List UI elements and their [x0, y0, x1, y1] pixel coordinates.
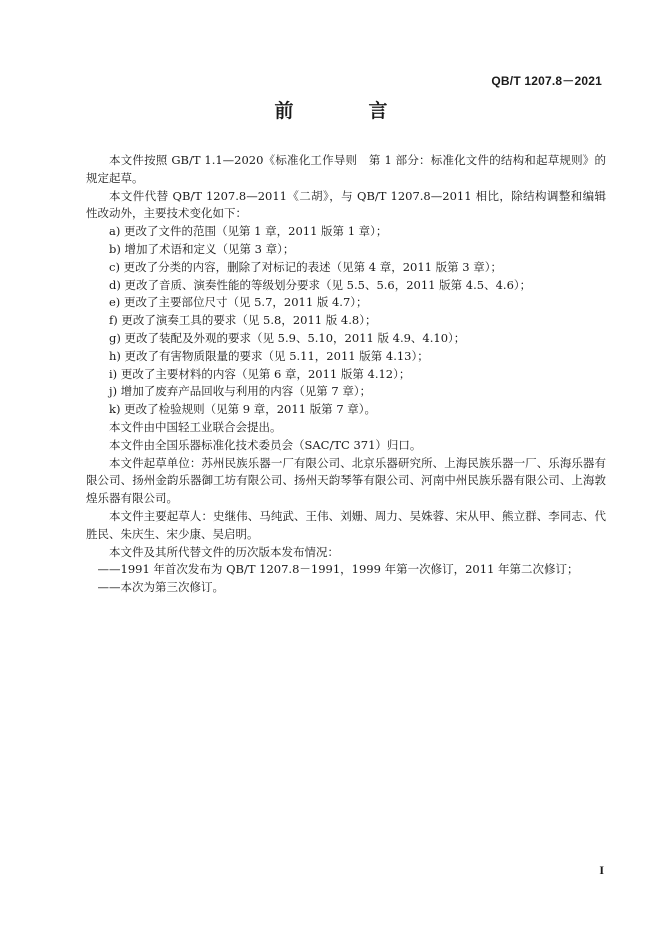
page-title: 前 言: [274, 100, 416, 122]
paragraph-drafting-rules: 本文件按照 GB/T 1.1—2020《标准化工作导则 第 1 部分：标准化文件的结构和起草规则》的规定起草。: [86, 153, 606, 185]
standard-code: QB/T 1207.8－2021: [491, 74, 602, 88]
change-item-g: g) 更改了装配及外观的要求（见 5.9、5.10，2011 版 4.9、4.10）；: [109, 330, 466, 345]
change-item-i: i) 更改了主要材料的内容（见第 6 章，2011 版第 4.12）；: [109, 366, 411, 381]
change-item-f: f) 更改了演奏工具的要求（见 5.8，2011 版 4.8）；: [109, 313, 377, 328]
history-item-1: ——1991 年首次发布为 QB/T 1207.8－1991，1999 年第一次修订，2011 年第二次修订；: [97, 562, 579, 577]
paragraph-drafting-units: 本文件起草单位：苏州民族乐器一厂有限公司、北京乐器研究所、上海民族乐器一厂、乐海乐器有限公司、扬州金韵乐器御工坊有限公司、扬州天韵琴筝有限公司、河南中州民族乐器有限公司、上海敦煌乐器有限公司。: [86, 455, 606, 506]
change-item-j: j) 增加了废弃产品回收与利用的内容（见第 7 章）；: [109, 384, 372, 399]
change-item-e: e) 更改了主要部位尺寸（见 5.7，2011 版 4.7）；: [109, 295, 368, 310]
change-item-h: h) 更改了有害物质限量的要求（见 5.11，2011 版第 4.13）；: [109, 348, 429, 363]
history-item-2: ——本次为第三次修订。: [97, 580, 224, 595]
page-number: I: [599, 863, 604, 877]
change-item-d: d) 更改了音质、演奏性能的等级划分要求（见 5.5、5.6，2011 版第 4.5、4.6）；: [109, 277, 532, 292]
paragraph-drafters: 本文件主要起草人：史继伟、马纯武、王伟、刘姗、周力、吴姝蓉、宋从甲、熊立群、李同志、代胜民、朱庆生、宋少康、吴启明。: [86, 508, 606, 541]
paragraph-proposed-by: 本文件由中国轻工业联合会提出。: [109, 419, 282, 434]
change-item-k: k) 更改了检验规则（见第 9 章，2011 版第 7 章）。: [109, 402, 377, 417]
paragraph-replaces: 本文件代替 QB/T 1207.8—2011《二胡》，与 QB/T 1207.8—2011 相比，除结构调整和编辑性改动外，主要技术变化如下：: [86, 188, 606, 221]
paragraph-history-intro: 本文件及其所代替文件的历次版本发布情况：: [109, 544, 339, 559]
change-list: [86, 223, 606, 419]
change-item-a: a) 更改了文件的范围（见第 1 章，2011 版第 1 章）；: [109, 224, 388, 239]
paragraph-under-jurisdiction: 本文件由全国乐器标准化技术委员会（SAC/TC 371）归口。: [109, 437, 422, 452]
foreword-body: [86, 152, 606, 597]
change-item-c: c) 更改了分类的内容，删除了对标记的表述（见第 4 章，2011 版第 3 章）；: [109, 259, 503, 274]
change-item-b: b) 增加了术语和定义（见第 3 章）；: [109, 241, 295, 256]
